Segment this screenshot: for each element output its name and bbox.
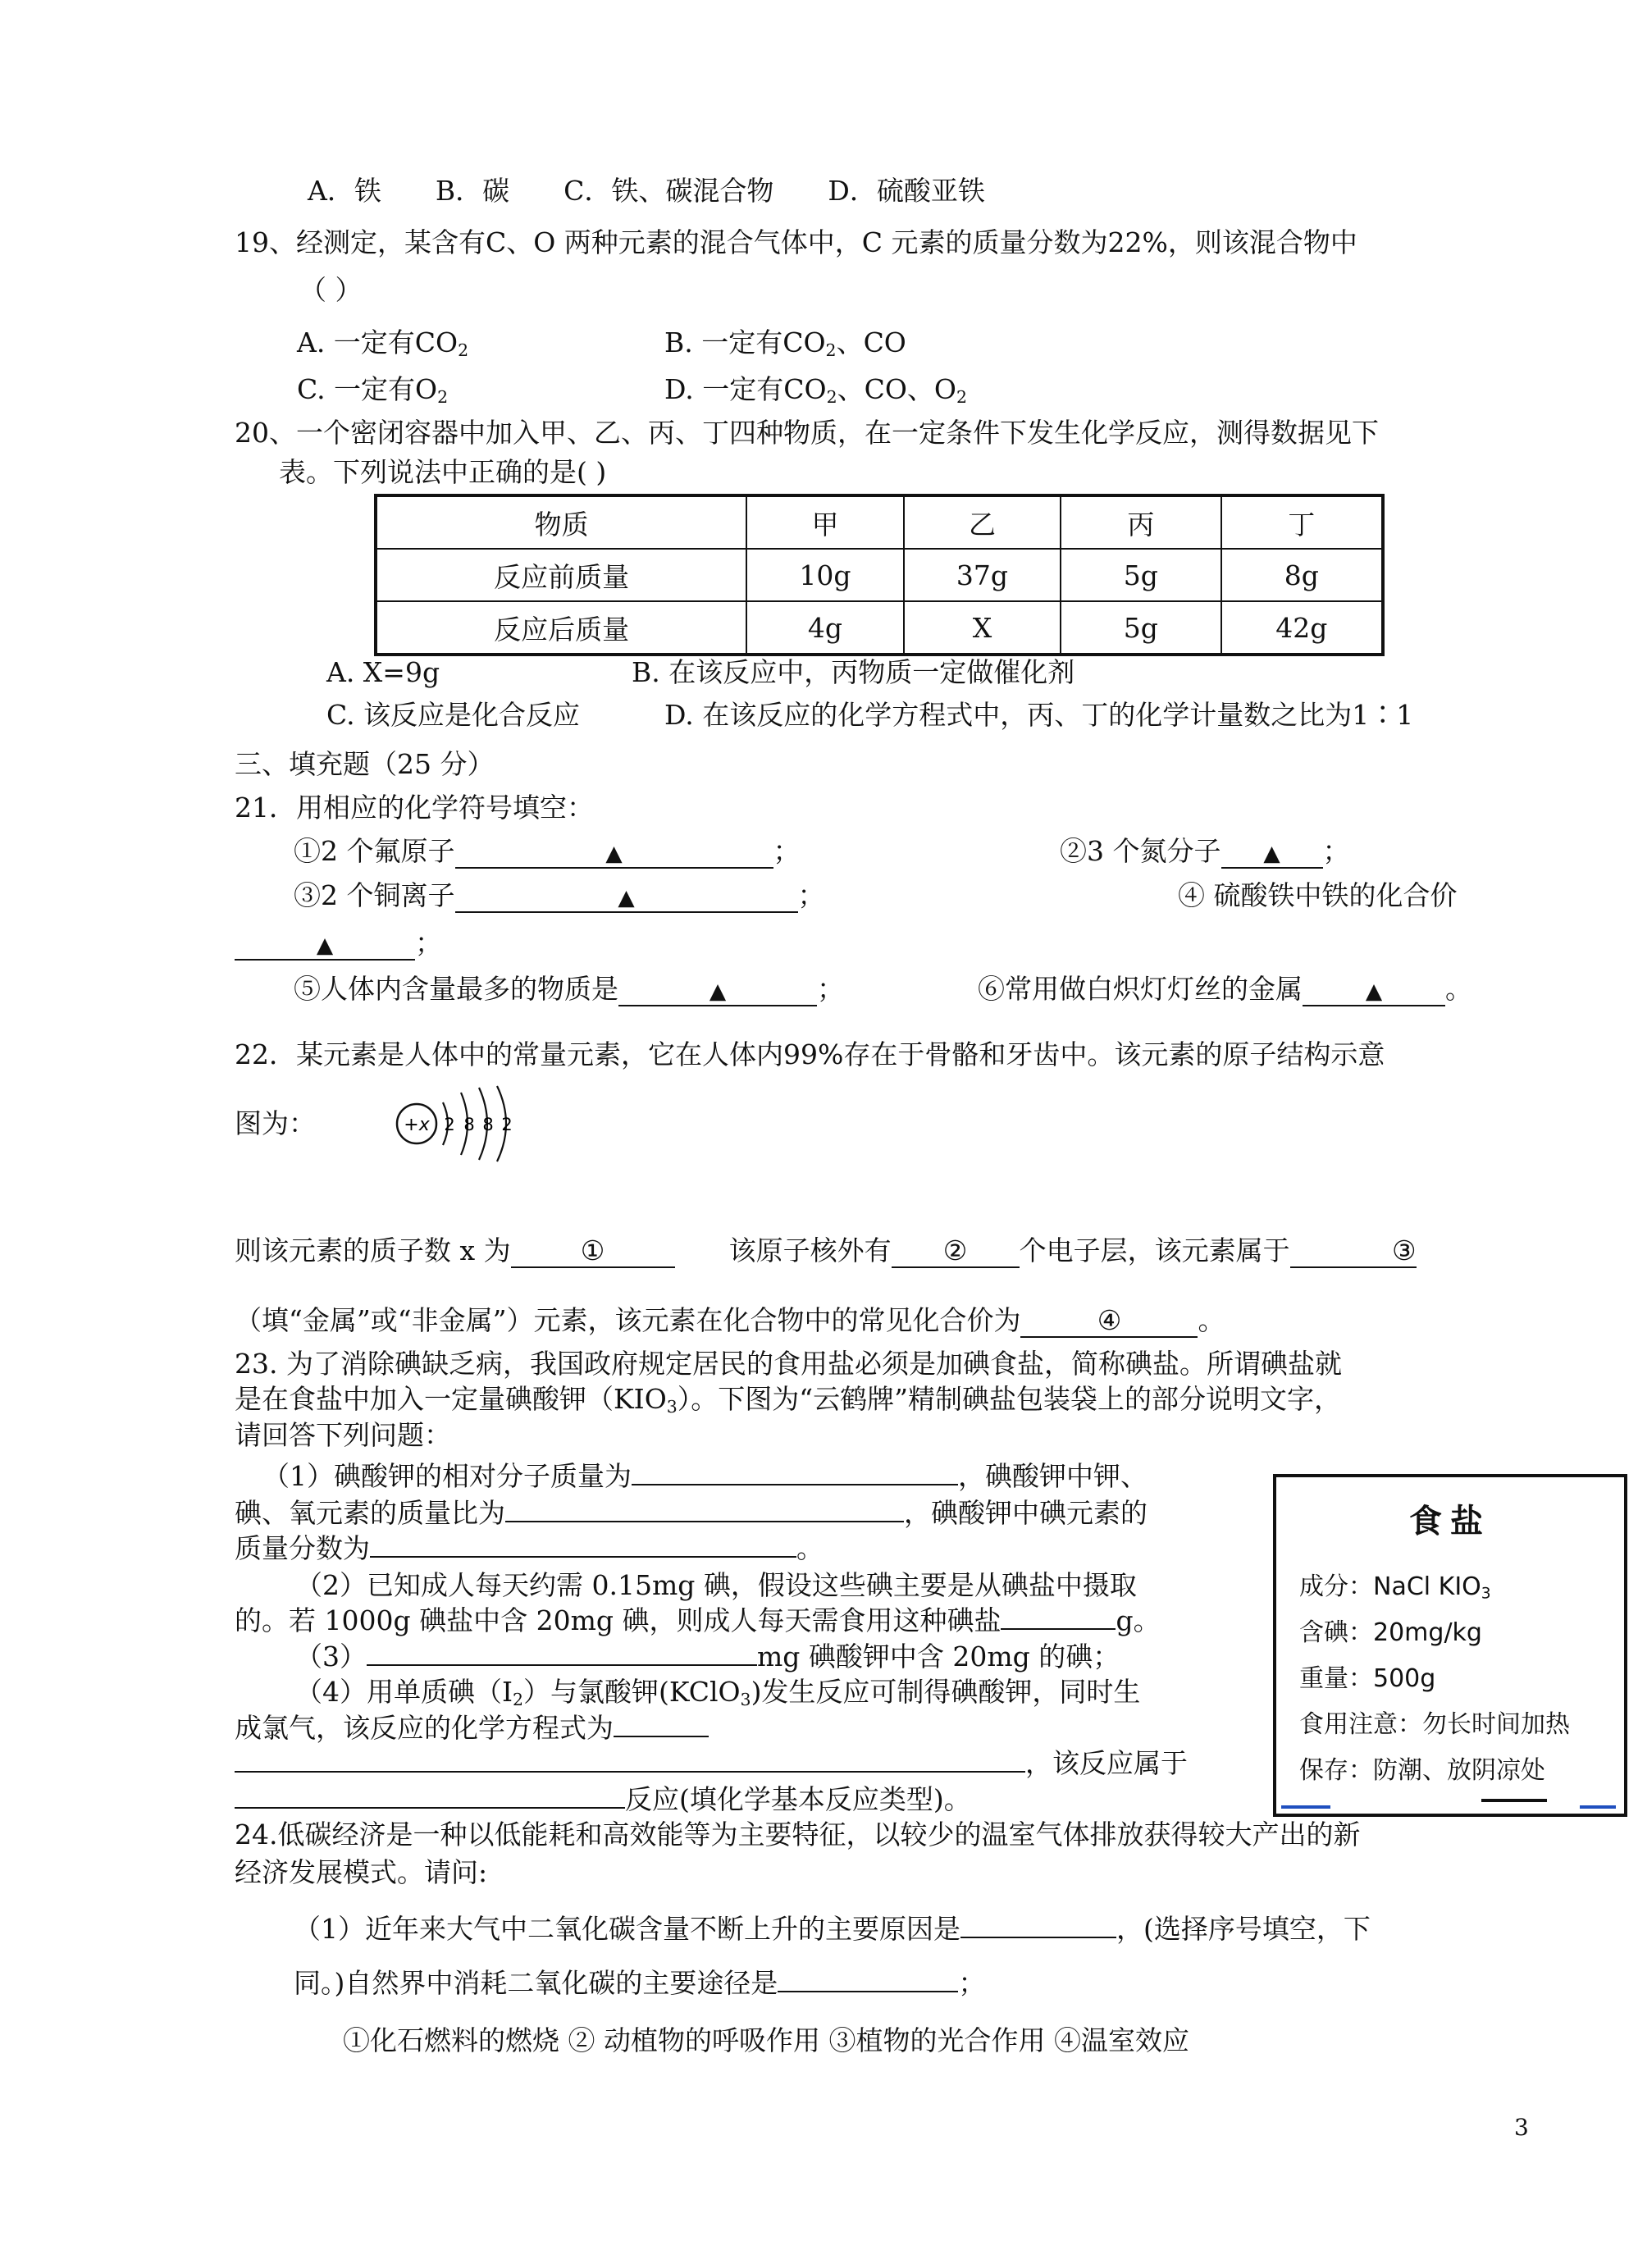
table-cell: 4g xyxy=(746,601,903,655)
answer-blank[interactable]: ▲ xyxy=(618,974,817,1006)
answer-blank[interactable] xyxy=(614,1736,709,1737)
q19-stem: 19、经测定，某含有C、O 两种元素的混合气体中，C 元素的质量分数为22%，则该混合物中 xyxy=(235,226,1357,258)
q18-option-d: D．硫酸亚铁 xyxy=(828,175,985,207)
q23-part4-line4: 反应(填化学基本反应类型)。 xyxy=(235,1783,971,1816)
decorative-underline xyxy=(1580,1805,1616,1809)
q20-option-d: D. 在该反应的化学方程式中，丙、丁的化学计量数之比为1∶1 xyxy=(664,699,1414,731)
salt-label-title: 食盐 xyxy=(1409,1503,1491,1540)
table-cell: 丙 xyxy=(1061,495,1221,549)
answer-blank[interactable] xyxy=(235,1771,1025,1773)
answer-blank[interactable]: ▲ xyxy=(1221,836,1323,869)
q23-part1-line2: 碘、氧元素的质量比为 ，碘酸钾中碘元素的 xyxy=(235,1497,1148,1529)
q23-line3: 请回答下列问题： xyxy=(235,1419,451,1451)
table-cell: 物质 xyxy=(376,495,746,549)
table-cell: 乙 xyxy=(904,495,1061,549)
q23-part1-line1: （1）碘酸钾的相对分子质量为 ，碘酸钾中钾、 xyxy=(262,1460,1148,1492)
q22-stem: 22．某元素是人体中的常量元素，它在人体内99%存在于骨骼和牙齿中。该元素的原子结构示意 xyxy=(235,1038,1385,1070)
q21-item-1: ①2 个氟原子 ▲ ； xyxy=(294,835,801,867)
q19-option-a: A. 一定有$CO_2$ xyxy=(297,326,469,361)
q21-item-4-answer: ▲ ； xyxy=(235,927,442,961)
salt-label-ingredients: 成分：NaCl $KIO_3$ xyxy=(1299,1572,1491,1603)
table-cell: X xyxy=(904,601,1061,655)
q21-item-3: ③2 个铜离子 ▲ ； xyxy=(294,879,825,911)
q24-part1-line2: 同。)自然界中消耗二氧化碳的主要途径是 ； xyxy=(294,1967,986,1999)
q22-answer-line1: 则该元素的质子数 x 为 ① 该原子核外有 ② 个电子层，该元素属于 ③ xyxy=(235,1234,1417,1266)
table-cell: 42g xyxy=(1221,601,1383,655)
table-row xyxy=(376,549,1383,601)
answer-blank[interactable] xyxy=(235,1807,625,1809)
q18-option-c: C．铁、碳混合物 xyxy=(563,175,774,207)
q23-part2-line2: 的。若 1000g 碘盐中含 20mg 碘，则成人每天需食用这种碘盐 g。 xyxy=(235,1604,1161,1636)
answer-blank[interactable]: ① xyxy=(511,1235,675,1268)
q23-part3: （3） mg 碘酸钾中含 20mg 的碘； xyxy=(295,1641,1120,1672)
shell-electron-count: 2 xyxy=(444,1115,455,1134)
answer-blank[interactable]: ▲ xyxy=(1303,974,1445,1006)
table-cell: 反应后质量 xyxy=(376,601,746,655)
table-header-row xyxy=(376,495,1383,549)
q21-item-6: ⑥常用做白炽灯灯丝的金属 ▲ 。 xyxy=(978,973,1472,1005)
answer-blank[interactable]: ▲ xyxy=(235,928,415,961)
atom-structure-diagram xyxy=(392,1075,532,1173)
answer-blank[interactable]: ▲ xyxy=(455,836,773,869)
q20-data-table xyxy=(374,494,1385,656)
q23-line2: 是在食盐中加入一定量碘酸钾$(KIO_3)$。下图为“云鹤牌”精制碘盐包装袋上的部分说明文字， xyxy=(235,1383,1342,1417)
decorative-underline xyxy=(1281,1805,1330,1809)
q19-option-c: C. 一定有$O_2$ xyxy=(297,373,449,408)
q22-diagram-label: 图为： xyxy=(235,1107,316,1139)
answer-blank[interactable] xyxy=(632,1484,958,1485)
table-cell: 8g xyxy=(1221,549,1383,601)
answer-blank[interactable]: ④ xyxy=(1020,1305,1198,1338)
salt-label-weight: 重量：500g xyxy=(1299,1664,1436,1693)
q20-option-c: C. 该反应是化合反应 xyxy=(326,699,581,731)
nucleus-label: +x xyxy=(404,1115,430,1135)
q20-option-a: A. X=9g xyxy=(326,656,440,688)
answer-blank[interactable] xyxy=(505,1521,904,1522)
q21-item-4: ④ 硫酸铁中铁的化合价 xyxy=(1178,879,1458,911)
shell-electron-count: 8 xyxy=(463,1115,475,1134)
table-row xyxy=(376,601,1383,655)
q21-item-5: ⑤人体内含量最多的物质是 ▲ ； xyxy=(294,973,844,1005)
q20-stem-line2: 表。下列说法中正确的是( ) xyxy=(279,456,607,488)
answer-blank[interactable]: ▲ xyxy=(455,880,798,913)
q23-part4-line3: ，该反应属于 xyxy=(235,1747,1188,1780)
table-cell: 甲 xyxy=(746,495,903,549)
q19-paren: （ ） xyxy=(299,274,363,306)
salt-label-storage: 保存：防潮、放阴凉处 xyxy=(1299,1756,1545,1785)
q24-part1-line1: （1）近年来大气中二氧化碳含量不断上升的主要原因是 ，(选择序号填空，下 xyxy=(294,1913,1371,1945)
q20-option-b: B. 在该反应中，丙物质一定做催化剂 xyxy=(632,656,1075,688)
salt-package-label xyxy=(1273,1474,1627,1817)
q19-option-d: D. 一定有$CO_2$、CO、$O_2$ xyxy=(664,373,967,408)
q23-part4-line1: （4）用单质碘$(I_2)$与氯酸钾(KClO$_3$)发生反应可制得碘酸钾，同时生 xyxy=(295,1676,1141,1710)
salt-label-iodine: 含碘：20mg/kg xyxy=(1299,1618,1482,1647)
q24-line1: 24.低碳经济是一种以低能耗和高效能等为主要特征，以较少的温室气体排放获得较大产出的新 xyxy=(235,1819,1361,1850)
q21-stem: 21．用相应的化学符号填空： xyxy=(235,792,594,824)
table-cell: 5g xyxy=(1061,601,1221,655)
answer-blank[interactable]: ③ xyxy=(1290,1235,1417,1268)
q23-line1: 23. 为了消除碘缺乏病，我国政府规定居民的食用盐必须是加碘食盐，简称碘盐。所谓碘盐就 xyxy=(235,1348,1342,1380)
answer-blank[interactable] xyxy=(778,1991,958,1992)
table-cell: 37g xyxy=(904,549,1061,601)
q21-item-2: ②3 个氮分子 ▲ ； xyxy=(1060,835,1350,867)
q18-option-a: A．铁 xyxy=(308,175,381,207)
answer-blank[interactable] xyxy=(1001,1628,1116,1630)
answer-blank[interactable]: ② xyxy=(892,1235,1020,1268)
shell-electron-count: 2 xyxy=(501,1115,513,1134)
section-heading: 三、填充题（25 分） xyxy=(235,748,495,780)
shell-electron-count: 8 xyxy=(482,1115,494,1134)
q23-part1-line3: 质量分数为 。 xyxy=(235,1532,824,1564)
salt-label-caution: 食用注意：勿长时间加热 xyxy=(1299,1710,1570,1739)
q22-answer-line2: （填“金属”或“非金属”）元素，该元素在化合物中的常见化合价为 ④ 。 xyxy=(235,1304,1225,1336)
q24-choices: ①化石燃料的燃烧 ② 动植物的呼吸作用 ③植物的光合作用 ④温室效应 xyxy=(343,2024,1189,2056)
table-cell: 反应前质量 xyxy=(376,549,746,601)
decorative-underline xyxy=(1481,1799,1547,1802)
q19-option-b: B. 一定有$CO_2$、CO xyxy=(664,326,906,361)
table-cell: 丁 xyxy=(1221,495,1383,549)
q23-part4-line2: 成氯气，该反应的化学方程式为 xyxy=(235,1712,709,1745)
answer-blank[interactable] xyxy=(370,1556,796,1558)
page-number: 3 xyxy=(1514,2114,1529,2141)
q18-options xyxy=(308,175,985,208)
q24-line2: 经济发展模式。请问: xyxy=(235,1856,488,1888)
q20-stem-line1: 20、一个密闭容器中加入甲、乙、丙、丁四种物质，在一定条件下发生化学反应，测得数据见下 xyxy=(235,417,1379,449)
table-cell: 5g xyxy=(1061,549,1221,601)
q18-option-b: B．碳 xyxy=(435,175,510,207)
q23-part2-line1: （2）已知成人每天约需 0.15mg 碘，假设这些碘主要是从碘盐中摄取 xyxy=(295,1569,1137,1601)
answer-blank[interactable] xyxy=(960,1937,1116,1938)
answer-blank[interactable] xyxy=(367,1664,757,1666)
table-cell: 10g xyxy=(746,549,903,601)
